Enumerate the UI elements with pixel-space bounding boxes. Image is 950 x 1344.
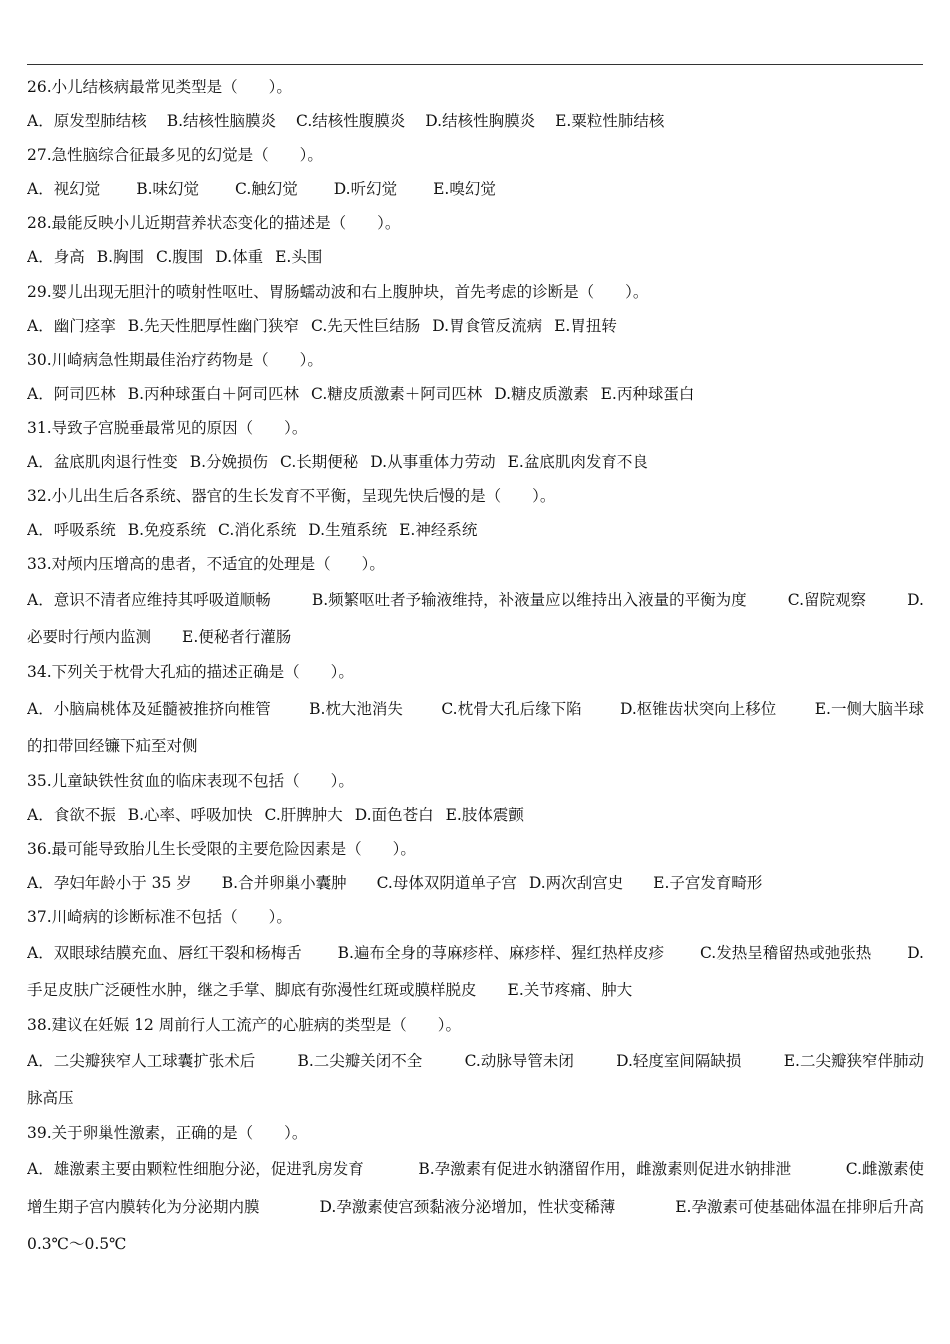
question-34-stem: 34.下列关于枕骨大孔疝的描述正确是（ ）。	[27, 663, 354, 682]
question-39-options	[27, 1150, 924, 1188]
question-37-stem: 37.川崎病的诊断标准不包括（ ）。	[27, 907, 292, 926]
option-c: C.动脉导管未闭	[464, 1052, 574, 1071]
header-rule	[27, 64, 923, 65]
option-d: D.从事重体力劳动	[370, 453, 496, 472]
option-a: A．孕妇年龄小于 35 岁	[27, 873, 192, 892]
option-a: A．食欲不振	[27, 805, 116, 824]
question-29-stem: 29.婴儿出现无胆汁的喷射性呕吐、胃肠蠕动波和右上腹肿块，首先考虑的诊断是（ ）。	[27, 282, 649, 301]
option-d: D.孕激素使宫颈黏液分泌增加，性状变稀薄	[319, 1198, 616, 1217]
option-e: E.胃扭转	[554, 316, 617, 335]
question-27-options	[27, 172, 924, 206]
option-b: B.频繁呕吐者予输液维持，补液量应以维持出入液量的平衡为度	[311, 591, 747, 610]
option-d: D.听幻觉	[333, 180, 398, 199]
question-34-options	[27, 690, 924, 728]
option-e: E.丙种球蛋白	[600, 384, 695, 403]
option-e: E.头围	[275, 248, 323, 267]
option-a: A．二尖瓣狭窄人工球囊扩张术后	[27, 1052, 256, 1071]
option-e: E.子宫发育畸形	[653, 873, 763, 892]
option-e: E.肢体震颤	[445, 805, 524, 824]
option-d-prefix: D.	[907, 591, 924, 610]
option-b: B.合并卵巢小囊肿	[221, 873, 347, 892]
question-34-options-cont: 的扣带回经镰下疝至对侧	[27, 736, 198, 755]
question-39-stem: 39.关于卵巢性激素，正确的是（ ）。	[27, 1124, 308, 1143]
option-c: C.发热呈稽留热或弛张热	[699, 943, 872, 962]
option-d: D.枢锥齿状突向上移位	[620, 699, 777, 718]
option-d: D.胃食管反流病	[432, 316, 543, 335]
option-a: A．小脑扁桃体及延髓被推挤向椎管	[27, 699, 271, 718]
option-c: C.触幻觉	[235, 180, 298, 199]
option-e: E.二尖瓣狭窄伴肺动	[783, 1052, 924, 1071]
option-b: B.味幻觉	[136, 180, 200, 199]
option-a: A．盆底肌肉退行性变	[27, 453, 178, 472]
option-d: D.体重	[215, 248, 264, 267]
option-b: B.免疫系统	[127, 521, 207, 540]
option-e: E.神经系统	[399, 521, 478, 540]
option-d-prefix: D.	[907, 943, 924, 962]
option-a: A．雄激素主要由颗粒性细胞分泌，促进乳房发育	[27, 1160, 364, 1179]
question-29-options	[27, 309, 924, 343]
question-32-stem: 32.小儿出生后各系统、器官的生长发育不平衡，呈现先快后慢的是（ ）。	[27, 487, 556, 506]
question-38-options	[27, 1042, 924, 1080]
question-26-stem: 26.小儿结核病最常见类型是（ ）。	[27, 78, 292, 96]
option-b: B.遍布全身的荨麻疹样、麻疹样、猩红热样皮疹	[337, 943, 664, 962]
option-c: C.腹围	[156, 248, 204, 267]
question-28-stem: 28.最能反映小儿近期营养状态变化的描述是（ ）。	[27, 214, 401, 233]
option-c: C.肝脾肿大	[264, 805, 343, 824]
option-d: D.生殖系统	[308, 521, 388, 540]
option-a: A．幽门痉挛	[27, 316, 116, 335]
option-b: B.丙种球蛋白＋阿司匹林	[127, 384, 300, 403]
option-a: A．意识不清者应维持其呼吸道顺畅	[27, 591, 271, 610]
question-37-options-cont: 手足皮肤广泛硬性水肿，继之手掌、脚底有弥漫性红斑或膜样脱皮 E.关节疼痛、肿大	[27, 980, 633, 999]
question-38-stem: 38.建议在妊娠 12 周前行人工流产的心脏病的类型是（ ）。	[27, 1015, 461, 1034]
option-b: B.结核性脑膜炎	[166, 112, 277, 131]
option-e: E.嗅幻觉	[433, 180, 496, 199]
question-39-options-cont2: 0.3℃～0.5℃	[27, 1235, 127, 1254]
question-39-options-cont	[27, 1188, 924, 1226]
question-30-options	[27, 377, 924, 411]
option-e: E.盆底肌肉发育不良	[507, 453, 648, 472]
question-33-options	[27, 581, 924, 619]
option-c: C.留院观察	[787, 591, 867, 610]
option-b: B.枕大池消失	[309, 699, 403, 718]
option-a: A．呼吸系统	[27, 521, 116, 540]
option-c: C.先天性巨结肠	[311, 316, 421, 335]
option-a: A．身高	[27, 248, 85, 267]
option-d: D.面色苍白	[354, 805, 434, 824]
option-c: C.枕骨大孔后缘下陷	[441, 699, 582, 718]
option-c-prefix: C.雌激素使	[845, 1160, 924, 1179]
option-a: A．双眼球结膜充血、唇红干裂和杨梅舌	[27, 943, 302, 962]
option-d: D.两次刮宫史	[528, 873, 624, 892]
question-list	[27, 70, 924, 1262]
question-36-stem: 36.最可能导致胎儿生长受限的主要危险因素是（ ）。	[27, 839, 416, 858]
option-b: B.先天性肥厚性幽门狭窄	[127, 316, 300, 335]
option-e: E.一侧大脑半球	[814, 699, 924, 718]
question-33-stem: 33.对颅内压增高的患者，不适宜的处理是（ ）。	[27, 555, 385, 574]
question-35-options	[27, 798, 924, 832]
question-38-options-cont: 脉高压	[27, 1089, 74, 1108]
option-b: B.孕激素有促进水钠潴留作用，雌激素则促进水钠排泄	[418, 1160, 792, 1179]
question-30-stem: 30.川崎病急性期最佳治疗药物是（ ）。	[27, 350, 323, 369]
option-c: C.糖皮质激素＋阿司匹林	[311, 384, 483, 403]
option-b: B.二尖瓣关闭不全	[297, 1052, 423, 1071]
question-36-options	[27, 866, 924, 900]
question-35-stem: 35.儿童缺铁性贫血的临床表现不包括（ ）。	[27, 771, 354, 790]
question-37-options	[27, 934, 924, 972]
option-a: A．原发型肺结核	[27, 112, 147, 131]
option-a: A．阿司匹林	[27, 384, 116, 403]
option-e: E.孕激素可使基础体温在排卵后升高	[675, 1198, 924, 1217]
option-a: A．视幻觉	[27, 180, 101, 199]
option-e: E.粟粒性肺结核	[555, 112, 665, 131]
question-33-options-cont: 必要时行颅内监测 E.便秘者行灌肠	[27, 628, 292, 647]
option-c-rest: 增生期子宫内膜转化为分泌期内膜	[27, 1198, 260, 1217]
option-c: C.消化系统	[218, 521, 297, 540]
question-31-options	[27, 445, 924, 479]
option-b: B.心率、呼吸加快	[127, 805, 253, 824]
question-26-options	[27, 104, 924, 138]
option-d: D.轻度室间隔缺损	[616, 1052, 742, 1071]
question-31-stem: 31.导致子宫脱垂最常见的原因（ ）。	[27, 418, 308, 437]
option-d: D.糖皮质激素	[494, 384, 589, 403]
option-d: D.结核性胸膜炎	[425, 112, 536, 131]
option-b: B.分娩损伤	[189, 453, 269, 472]
option-c: C.结核性腹膜炎	[296, 112, 406, 131]
option-b: B.胸围	[96, 248, 145, 267]
question-32-options	[27, 513, 924, 547]
option-c: C.长期便秘	[280, 453, 359, 472]
question-27-stem: 27.急性脑综合征最多见的幻觉是（ ）。	[27, 146, 323, 165]
option-c: C.母体双阴道单子宫	[376, 873, 517, 892]
question-28-options	[27, 240, 924, 274]
